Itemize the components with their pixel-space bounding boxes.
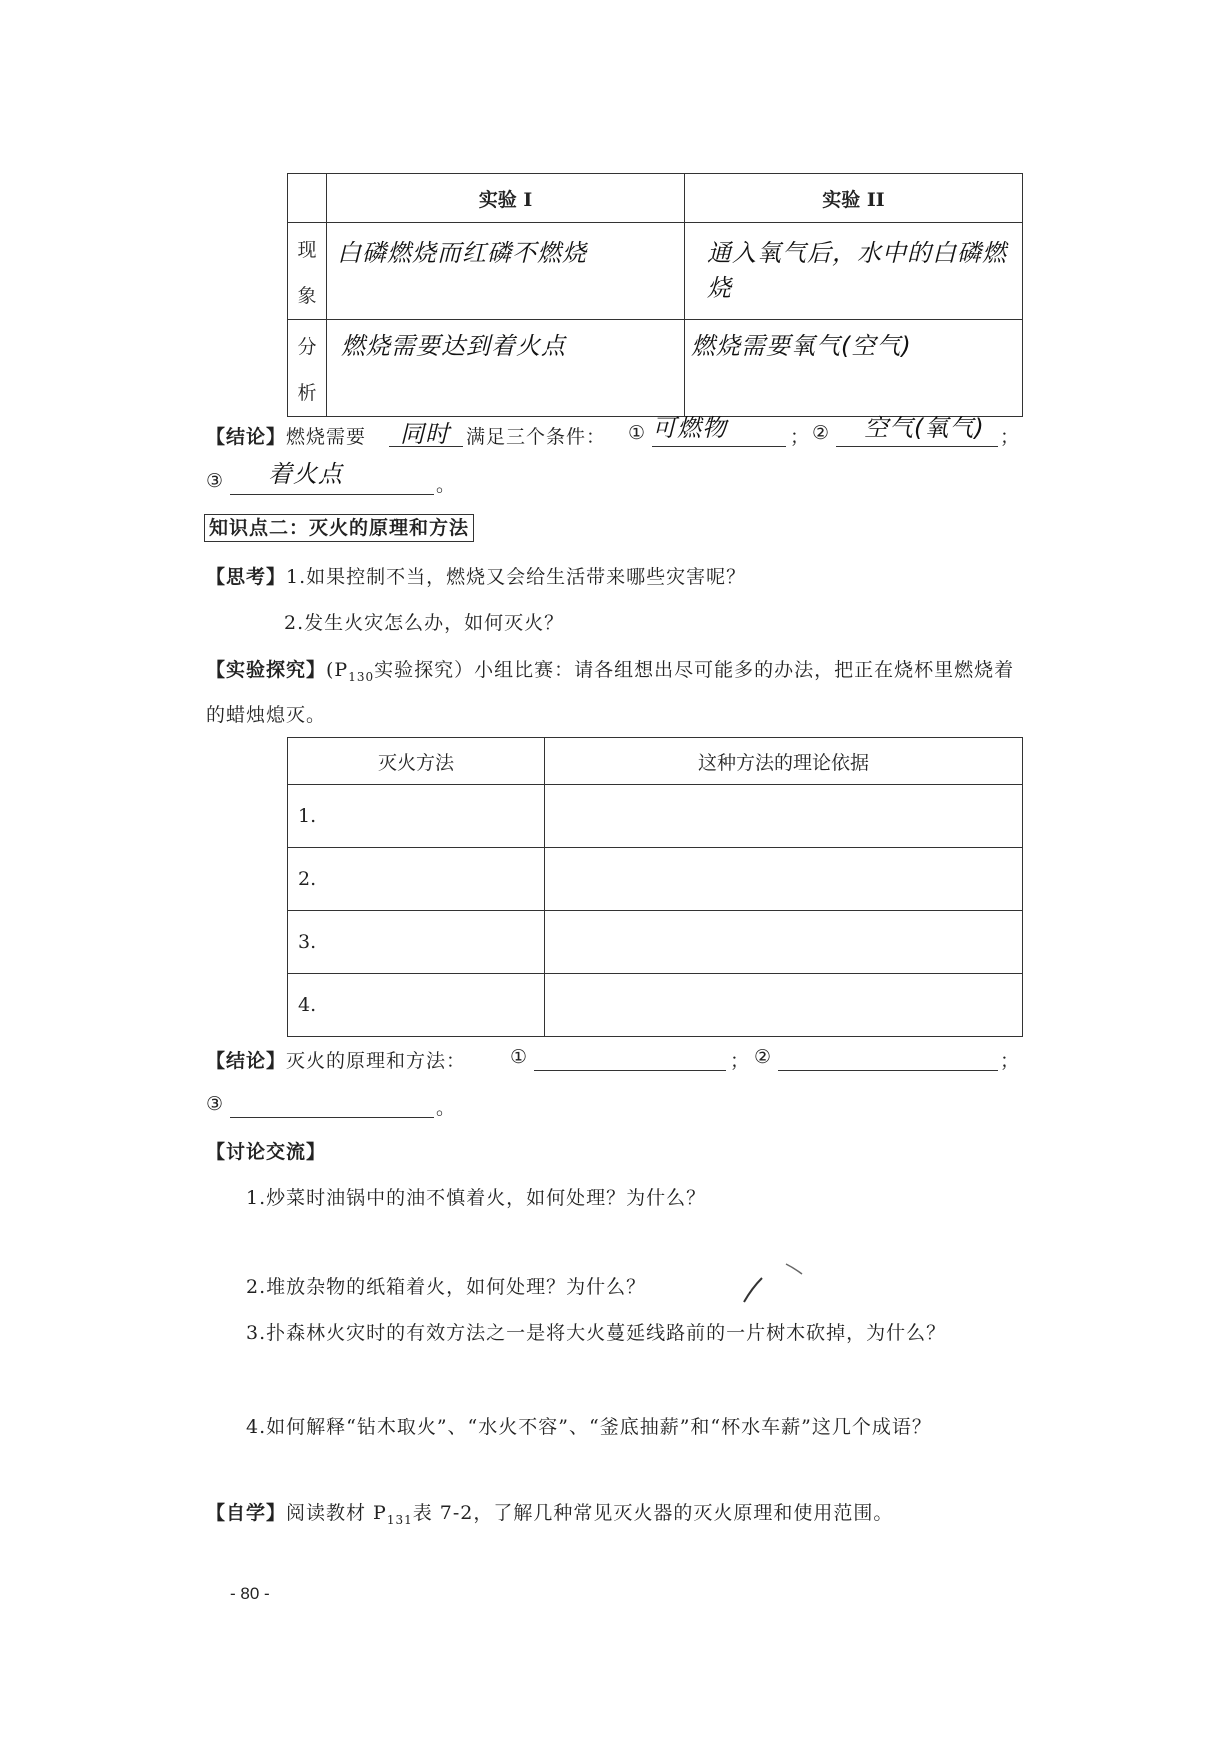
handwritten-answer: 同时 bbox=[400, 420, 450, 448]
table-row: 1. bbox=[288, 785, 545, 848]
extinguish-table bbox=[287, 737, 1023, 1037]
discussion-q3: 3.扑森林火灾时的有效方法之一是将大火蔓延线路前的一片树木砍掉，为什么？ bbox=[246, 1322, 947, 1344]
blank-2 bbox=[778, 1048, 998, 1071]
separator: ； bbox=[1000, 1050, 1021, 1072]
separator: ； bbox=[790, 426, 811, 448]
circle-number: ③ bbox=[206, 1093, 225, 1115]
discussion-q4: 4.如何解释“钻木取火”、“水火不容”、“釜底抽薪”和“杯水车薪”这几个成语？ bbox=[246, 1416, 932, 1438]
handwritten-answer: 着火点 bbox=[268, 460, 343, 488]
basis-cell bbox=[545, 848, 1023, 911]
separator: ； bbox=[730, 1050, 751, 1072]
circle-number: ③ bbox=[206, 470, 225, 492]
circle-number: ① bbox=[510, 1046, 529, 1068]
selfstudy-line: 【自学】阅读教材 $P_{131}$表 7-2，了解几种常见灭火器的灭火原理和使用范围。 bbox=[206, 1502, 894, 1527]
handwritten-answer: 燃烧需要达到着火点 bbox=[341, 332, 566, 360]
header-exp2: 实验 II bbox=[685, 174, 1023, 223]
row-label-analysis: 分 析 bbox=[288, 320, 327, 417]
explore-line2: 的蜡烛熄灭。 bbox=[206, 704, 327, 726]
header-basis: 这种方法的理论依据 bbox=[545, 738, 1023, 785]
blank-1 bbox=[534, 1048, 726, 1071]
handwritten-answer: 通入氧气后，水中的白磷燃烧 bbox=[707, 239, 1007, 302]
conclusion1-text: 满足三个条件： bbox=[466, 426, 607, 448]
discussion-label: 【讨论交流】 bbox=[206, 1141, 327, 1163]
blank-3 bbox=[230, 1095, 434, 1118]
period: 。 bbox=[436, 1097, 457, 1119]
circle-number: ② bbox=[754, 1046, 773, 1068]
explore-line1: 【实验探究】($P_{130}$实验探究）小组比赛：请各组想出尽可能多的办法，把正在烧杯里燃烧着 bbox=[206, 659, 1015, 684]
table-row: 2. bbox=[288, 848, 545, 911]
basis-cell bbox=[545, 911, 1023, 974]
pen-mark-icon bbox=[738, 1258, 808, 1308]
period: 。 bbox=[436, 474, 457, 496]
think-q1: 【思考】1.如果控制不当，燃烧又会给生活带来哪些灾害呢？ bbox=[206, 566, 747, 588]
conclusion2-line1: 【结论】灭火的原理和方法： bbox=[206, 1050, 467, 1072]
discussion-q1: 1.炒菜时油锅中的油不慎着火，如何处理？为什么？ bbox=[246, 1187, 707, 1209]
separator: ； bbox=[1000, 426, 1021, 448]
table-row: 4. bbox=[288, 974, 545, 1037]
handwritten-answer: 燃烧需要氧气(空气) bbox=[691, 332, 912, 360]
handwritten-answer: 可燃物 bbox=[652, 414, 727, 442]
header-exp1: 实验 I bbox=[327, 174, 685, 223]
think-q2: 2.发生火灾怎么办，如何灭火？ bbox=[284, 612, 565, 634]
phenomenon-exp2 bbox=[685, 223, 1023, 320]
circle-number: ① bbox=[628, 422, 647, 444]
analysis-exp2 bbox=[685, 320, 1023, 417]
handwritten-answer: 白磷燃烧而红磷不燃烧 bbox=[337, 239, 587, 267]
table-row: 3. bbox=[288, 911, 545, 974]
conclusion1-line1: 【结论】燃烧需要 bbox=[206, 426, 367, 448]
corner-cell bbox=[288, 174, 327, 223]
page-number: - 80 - bbox=[230, 1584, 270, 1603]
experiment-table bbox=[287, 173, 1023, 417]
row-label-phenomenon: 现 象 bbox=[288, 223, 327, 320]
header-method: 灭火方法 bbox=[288, 738, 545, 785]
section2-title: 知识点二：灭火的原理和方法 bbox=[204, 513, 474, 540]
discussion-q2: 2.堆放杂物的纸箱着火，如何处理？为什么？ bbox=[246, 1276, 647, 1298]
circle-number: ② bbox=[812, 422, 831, 444]
phenomenon-exp1 bbox=[327, 223, 685, 320]
handwritten-answer: 空气(氧气) bbox=[864, 414, 985, 442]
analysis-exp1 bbox=[327, 320, 685, 417]
basis-cell bbox=[545, 974, 1023, 1037]
basis-cell bbox=[545, 785, 1023, 848]
